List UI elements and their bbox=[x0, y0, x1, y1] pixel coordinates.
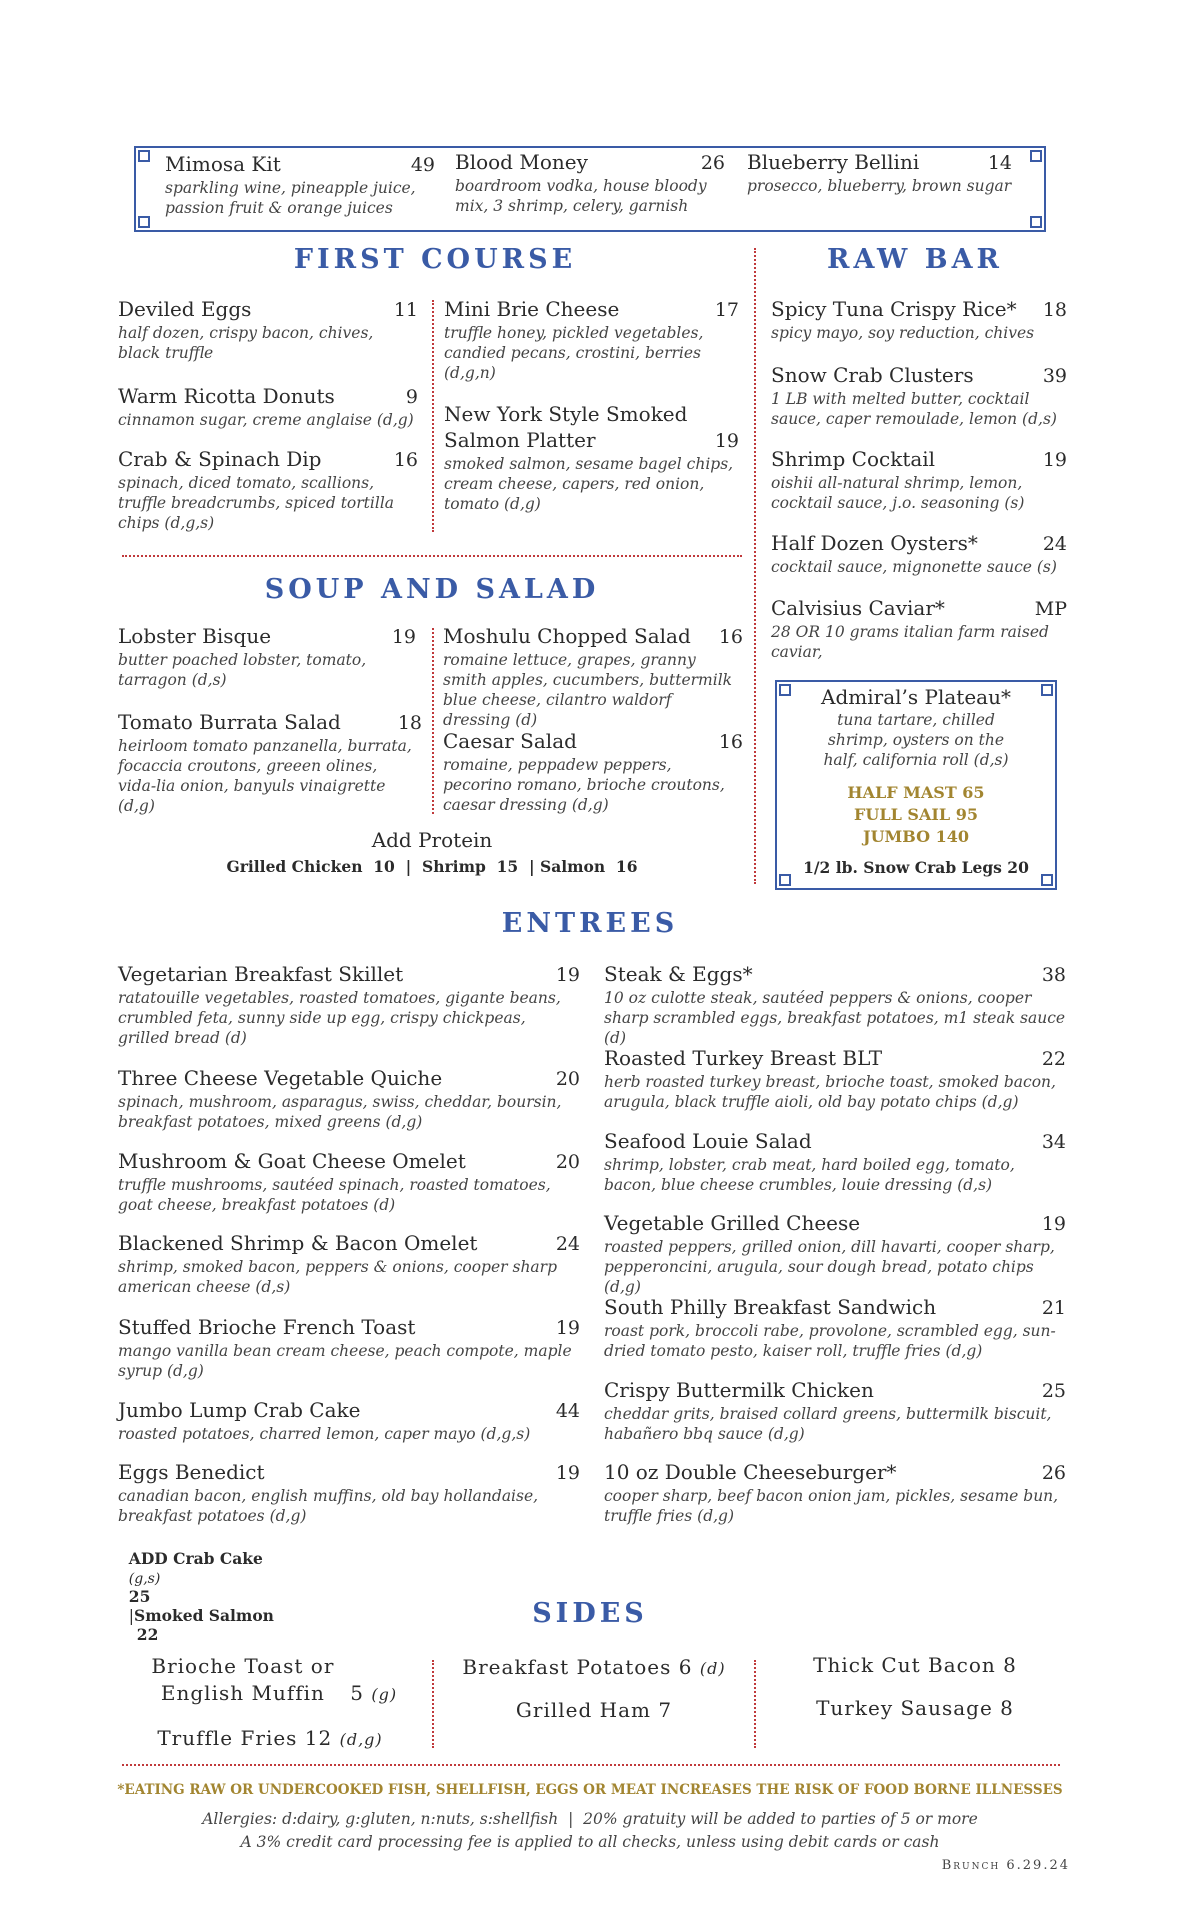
raw-bar-title: RAW BAR bbox=[827, 244, 1003, 275]
item-price: 20 bbox=[555, 1151, 580, 1173]
plateau-name: Admiral’s Plateau* bbox=[821, 685, 1011, 709]
raw-bar-item bbox=[771, 596, 1067, 662]
item-desc: cinnamon sugar, creme anglaise (d,g) bbox=[118, 411, 414, 429]
menu-item bbox=[604, 1460, 1066, 1526]
item-desc: roasted potatoes, charred lemon, caper mayo (d,g,s) bbox=[118, 1425, 531, 1443]
item-desc: butter poached lobster, tomato, tarragon (d,s) bbox=[118, 651, 367, 689]
plateau-size: HALF MAST 65 bbox=[847, 783, 985, 802]
item-name: Mini Brie Cheese bbox=[444, 297, 620, 321]
item-price: 19 bbox=[555, 1462, 580, 1484]
add-protein-label: Add Protein bbox=[371, 828, 493, 852]
item-desc: spicy mayo, soy reduction, chives bbox=[771, 324, 1035, 342]
entrees-title: ENTREES bbox=[501, 908, 679, 939]
item-desc: roast pork, broccoli rabe, provolone, scrambled egg, sun-dried tomato pesto, kaiser roll, truffle fries (d,g) bbox=[604, 1322, 1056, 1360]
add-on-allergens: (g,s) bbox=[128, 1571, 161, 1587]
item-price: 16 bbox=[718, 731, 743, 753]
item-name: Snow Crab Clusters bbox=[771, 363, 974, 387]
menu-item bbox=[118, 962, 580, 1048]
menu-item bbox=[118, 1066, 580, 1132]
item-price: 24 bbox=[1042, 533, 1067, 555]
item-name: New York Style Smoked Salmon Platter bbox=[444, 402, 688, 452]
item-desc: smoked salmon, sesame bagel chips, cream cheese, capers, red onion, tomato (d,g) bbox=[444, 455, 734, 513]
menu-item bbox=[118, 447, 418, 533]
add-on-price: 22 bbox=[136, 1625, 159, 1644]
side-allergen: (d,g) bbox=[339, 1730, 383, 1749]
item-name: Three Cheese Vegetable Quiche bbox=[118, 1066, 443, 1090]
menu-item bbox=[604, 1295, 1066, 1361]
item-desc: shrimp, lobster, crab meat, hard boiled egg, tomato, bacon, blue cheese crumbles, louie dressing (d,s) bbox=[604, 1156, 1015, 1194]
item-name: Mimosa Kit bbox=[165, 152, 281, 176]
item-price: 14 bbox=[987, 152, 1012, 174]
item-price: 20 bbox=[555, 1068, 580, 1090]
raw-bar-item bbox=[771, 297, 1067, 343]
item-price: 17 bbox=[714, 299, 739, 321]
side-price: 8 bbox=[1000, 1696, 1014, 1720]
divider bbox=[122, 555, 742, 557]
side-price: 6 bbox=[678, 1655, 693, 1679]
add-on-price: 25 bbox=[128, 1587, 151, 1606]
item-price: 18 bbox=[1042, 299, 1067, 321]
item-name: South Philly Breakfast Sandwich bbox=[604, 1295, 937, 1319]
item-name: Calvisius Caviar* bbox=[771, 596, 945, 620]
divider bbox=[432, 628, 434, 814]
item-name: Seafood Louie Salad bbox=[604, 1129, 812, 1153]
item-name: Mushroom & Goat Cheese Omelet bbox=[118, 1149, 466, 1173]
menu-item bbox=[118, 1315, 580, 1381]
item-desc: romaine lettuce, grapes, granny smith apples, cucumbers, buttermilk blue cheese, cilantro waldorf dressing (d) bbox=[443, 651, 733, 729]
item-name: Steak & Eggs* bbox=[604, 962, 753, 986]
item-name: Vegetable Grilled Cheese bbox=[604, 1211, 861, 1235]
item-price: 19 bbox=[714, 430, 739, 452]
item-desc: truffle mushrooms, sautéed spinach, roasted tomatoes, goat cheese, breakfast potatoes (d) bbox=[118, 1176, 551, 1214]
item-price: 24 bbox=[555, 1233, 580, 1255]
item-name: Deviled Eggs bbox=[118, 297, 252, 321]
allergies-note: Allergies: d:dairy, g:gluten, n:nuts, s:shellfish | 20% gratuity will be added to parties of 5 or more bbox=[202, 1810, 978, 1828]
item-desc: cooper sharp, beef bacon onion jam, pickles, sesame bun, truffle fries (d,g) bbox=[604, 1487, 1059, 1525]
frame-corner bbox=[1030, 150, 1042, 162]
item-price: 21 bbox=[1041, 1297, 1066, 1319]
item-desc: romaine, peppadew peppers, pecorino romano, brioche croutons, caesar dressing (d,g) bbox=[443, 756, 725, 814]
item-price: 19 bbox=[555, 964, 580, 986]
item-price: 16 bbox=[393, 449, 418, 471]
item-price: 38 bbox=[1041, 964, 1066, 986]
item-desc: roasted peppers, grilled onion, dill havarti, cooper sharp, pepperoncini, arugula, sour dough bread, potato chips (d,g) bbox=[604, 1238, 1055, 1296]
side-name: Turkey Sausage bbox=[816, 1696, 993, 1720]
item-price: 26 bbox=[700, 152, 725, 174]
item-name: Vegetarian Breakfast Skillet bbox=[118, 962, 404, 986]
side-name: Thick Cut Bacon bbox=[813, 1653, 996, 1677]
side-item bbox=[770, 1696, 1060, 1720]
menu-item bbox=[604, 962, 1066, 1048]
side-name: Grilled Ham bbox=[515, 1698, 651, 1722]
side-item bbox=[446, 1655, 742, 1679]
first-course-title: FIRST COURSE bbox=[293, 244, 577, 275]
side-name: Breakfast Potatoes bbox=[462, 1655, 672, 1679]
item-name: Jumbo Lump Crab Cake bbox=[118, 1398, 361, 1422]
item-name: Warm Ricotta Donuts bbox=[118, 384, 335, 408]
divider bbox=[432, 300, 434, 532]
item-desc: 28 OR 10 grams italian farm raised caviar, bbox=[771, 623, 1049, 661]
item-desc: herb roasted turkey breast, brioche toast, smoked bacon, arugula, black truffle aioli, old bay potato chips (d,g) bbox=[604, 1073, 1056, 1111]
item-desc: spinach, diced tomato, scallions, truffle breadcrumbs, spiced tortilla chips (d,g,s) bbox=[118, 474, 395, 532]
item-price: 18 bbox=[397, 712, 422, 734]
menu-item bbox=[443, 729, 743, 815]
item-price: 26 bbox=[1041, 1462, 1066, 1484]
side-allergen: (d) bbox=[699, 1659, 726, 1678]
item-price: 11 bbox=[393, 299, 418, 321]
menu-item bbox=[118, 297, 418, 363]
menu-item bbox=[118, 624, 416, 690]
item-desc: prosecco, blueberry, brown sugar bbox=[747, 177, 1012, 195]
item-name: Blackened Shrimp & Bacon Omelet bbox=[118, 1231, 478, 1255]
item-desc: spinach, mushroom, asparagus, swiss, cheddar, boursin, breakfast potatoes, mixed greens (d,g) bbox=[118, 1093, 562, 1131]
item-price: 19 bbox=[555, 1317, 580, 1339]
menu-item bbox=[444, 401, 739, 514]
menu-item bbox=[444, 297, 739, 383]
fee-note: A 3% credit card processing fee is applied to all checks, unless using debit cards or cash bbox=[240, 1833, 940, 1851]
add-on-label: ADD Crab Cake bbox=[128, 1549, 263, 1568]
item-desc: oishii all-natural shrimp, lemon, cocktail sauce, j.o. seasoning (s) bbox=[771, 474, 1025, 512]
side-item bbox=[446, 1698, 742, 1722]
item-price: 25 bbox=[1041, 1380, 1066, 1402]
side-price: 12 bbox=[304, 1726, 333, 1750]
raw-bar-item bbox=[771, 363, 1067, 429]
item-price: 16 bbox=[718, 626, 743, 648]
item-desc: shrimp, smoked bacon, peppers & onions, cooper sharp american cheese (d,s) bbox=[118, 1258, 557, 1296]
item-desc: heirloom tomato panzanella, burrata, focaccia croutons, greeen olines, vida-lia onion, banyuls vinaigrette (d,g) bbox=[118, 737, 412, 815]
item-name: Spicy Tuna Crispy Rice* bbox=[771, 297, 1017, 321]
menu-item bbox=[118, 1398, 580, 1444]
add-on-label: Smoked Salmon bbox=[134, 1606, 274, 1625]
item-name: Crispy Buttermilk Chicken bbox=[604, 1378, 874, 1402]
item-price: 34 bbox=[1041, 1131, 1066, 1153]
frame-corner bbox=[1041, 874, 1053, 886]
side-price: 5 bbox=[350, 1681, 364, 1705]
menu-item bbox=[604, 1046, 1066, 1112]
menu-item bbox=[118, 1149, 580, 1215]
sides-title: SIDES bbox=[532, 1598, 648, 1629]
menu-version: Brunch 6.29.24 bbox=[941, 1858, 1070, 1873]
plateau-box bbox=[790, 684, 1042, 877]
protein-options: Grilled Chicken 10 | Shrimp 15 | Salmon 16 bbox=[226, 857, 638, 876]
item-name: Half Dozen Oysters* bbox=[771, 531, 978, 555]
item-price: 19 bbox=[1041, 1213, 1066, 1235]
item-price: 9 bbox=[405, 386, 418, 408]
plateau-size: JUMBO 140 bbox=[863, 827, 969, 846]
item-desc: canadian bacon, english muffins, old bay hollandaise, breakfast potatoes (d,g) bbox=[118, 1487, 539, 1525]
divider bbox=[122, 1764, 1060, 1766]
item-desc: boardroom vodka, house bloody mix, 3 shrimp, celery, garnish bbox=[455, 177, 707, 215]
item-name: Shrimp Cocktail bbox=[771, 447, 936, 471]
side-item bbox=[140, 1653, 400, 1708]
plateau-size: FULL SAIL 95 bbox=[854, 805, 978, 824]
frame-corner bbox=[138, 216, 150, 228]
menu-item bbox=[118, 710, 420, 816]
cocktail-item bbox=[747, 150, 1012, 196]
side-price: 7 bbox=[658, 1698, 673, 1722]
menu-item bbox=[604, 1378, 1066, 1444]
item-price: MP bbox=[1034, 598, 1067, 620]
item-desc: cheddar grits, braised collard greens, buttermilk biscuit, habañero bbq sauce (d,g) bbox=[604, 1405, 1052, 1443]
item-name: Lobster Bisque bbox=[118, 624, 272, 648]
side-name: Brioche Toast or English Muffin bbox=[151, 1654, 335, 1705]
menu-item bbox=[118, 384, 418, 430]
frame-corner bbox=[138, 150, 150, 162]
frame-corner bbox=[1041, 684, 1053, 696]
side-item bbox=[770, 1653, 1060, 1677]
soup-salad-title: SOUP AND SALAD bbox=[264, 574, 600, 605]
item-desc: mango vanilla bean cream cheese, peach compote, maple syrup (d,g) bbox=[118, 1342, 572, 1380]
side-name: Truffle Fries bbox=[157, 1726, 298, 1750]
item-desc: sparkling wine, pineapple juice, passion fruit & orange juices bbox=[165, 179, 416, 217]
menu-item bbox=[604, 1211, 1066, 1297]
divider bbox=[754, 1660, 756, 1748]
divider bbox=[432, 1660, 434, 1748]
side-allergen: (g) bbox=[371, 1685, 398, 1704]
item-name: 10 oz Double Cheeseburger* bbox=[604, 1460, 897, 1484]
menu-item bbox=[118, 1231, 580, 1297]
item-name: Tomato Burrata Salad bbox=[118, 710, 341, 734]
food-safety-warning: *EATING RAW OR UNDERCOOKED FISH, SHELLFISH, EGGS OR MEAT INCREASES THE RISK OF FOOD BORNE ILLNESSES bbox=[117, 1782, 1063, 1798]
item-name: Eggs Benedict bbox=[118, 1460, 265, 1484]
item-name: Moshulu Chopped Salad bbox=[443, 624, 691, 648]
item-name: Blueberry Bellini bbox=[747, 150, 920, 174]
raw-bar-item bbox=[771, 447, 1067, 513]
divider bbox=[754, 248, 756, 884]
frame-corner bbox=[1030, 216, 1042, 228]
add-on-separator: | bbox=[128, 1607, 135, 1625]
item-price: 44 bbox=[555, 1400, 580, 1422]
item-name: Roasted Turkey Breast BLT bbox=[604, 1046, 883, 1070]
item-price: 22 bbox=[1041, 1048, 1066, 1070]
item-price: 39 bbox=[1042, 365, 1067, 387]
plateau-desc: tuna tartare, chilled shrimp, oysters on the half, california roll (d,s) bbox=[823, 711, 1009, 769]
plateau-extra: 1/2 lb. Snow Crab Legs 20 bbox=[803, 858, 1029, 877]
item-desc: cocktail sauce, mignonette sauce (s) bbox=[771, 558, 1057, 576]
menu-item bbox=[443, 624, 743, 730]
item-desc: half dozen, crispy bacon, chives, black truffle bbox=[118, 324, 374, 362]
item-desc: 10 oz culotte steak, sautéed peppers & onions, cooper sharp scrambled eggs, breakfast potatoes, m1 steak sauce (d) bbox=[604, 989, 1066, 1047]
item-desc: truffle honey, pickled vegetables, candied pecans, crostini, berries (d,g,n) bbox=[444, 324, 704, 382]
side-item bbox=[140, 1726, 400, 1750]
item-name: Blood Money bbox=[455, 150, 588, 174]
item-price: 49 bbox=[410, 154, 435, 176]
item-desc: ratatouille vegetables, roasted tomatoes, gigante beans, crumbled feta, sunny side up egg, crispy chickpeas, grilled bread (d) bbox=[118, 989, 561, 1047]
menu-item bbox=[604, 1129, 1066, 1195]
menu-item bbox=[118, 1460, 580, 1526]
item-desc: 1 LB with melted butter, cocktail sauce, caper remoulade, lemon (d,s) bbox=[771, 390, 1057, 428]
item-price: 19 bbox=[391, 626, 416, 648]
item-price: 19 bbox=[1042, 449, 1067, 471]
side-price: 8 bbox=[1003, 1653, 1017, 1677]
cocktail-item bbox=[455, 150, 725, 216]
cocktail-item bbox=[165, 152, 435, 218]
item-name: Crab & Spinach Dip bbox=[118, 447, 322, 471]
raw-bar-item bbox=[771, 531, 1067, 577]
item-name: Caesar Salad bbox=[443, 729, 577, 753]
item-name: Stuffed Brioche French Toast bbox=[118, 1315, 416, 1339]
